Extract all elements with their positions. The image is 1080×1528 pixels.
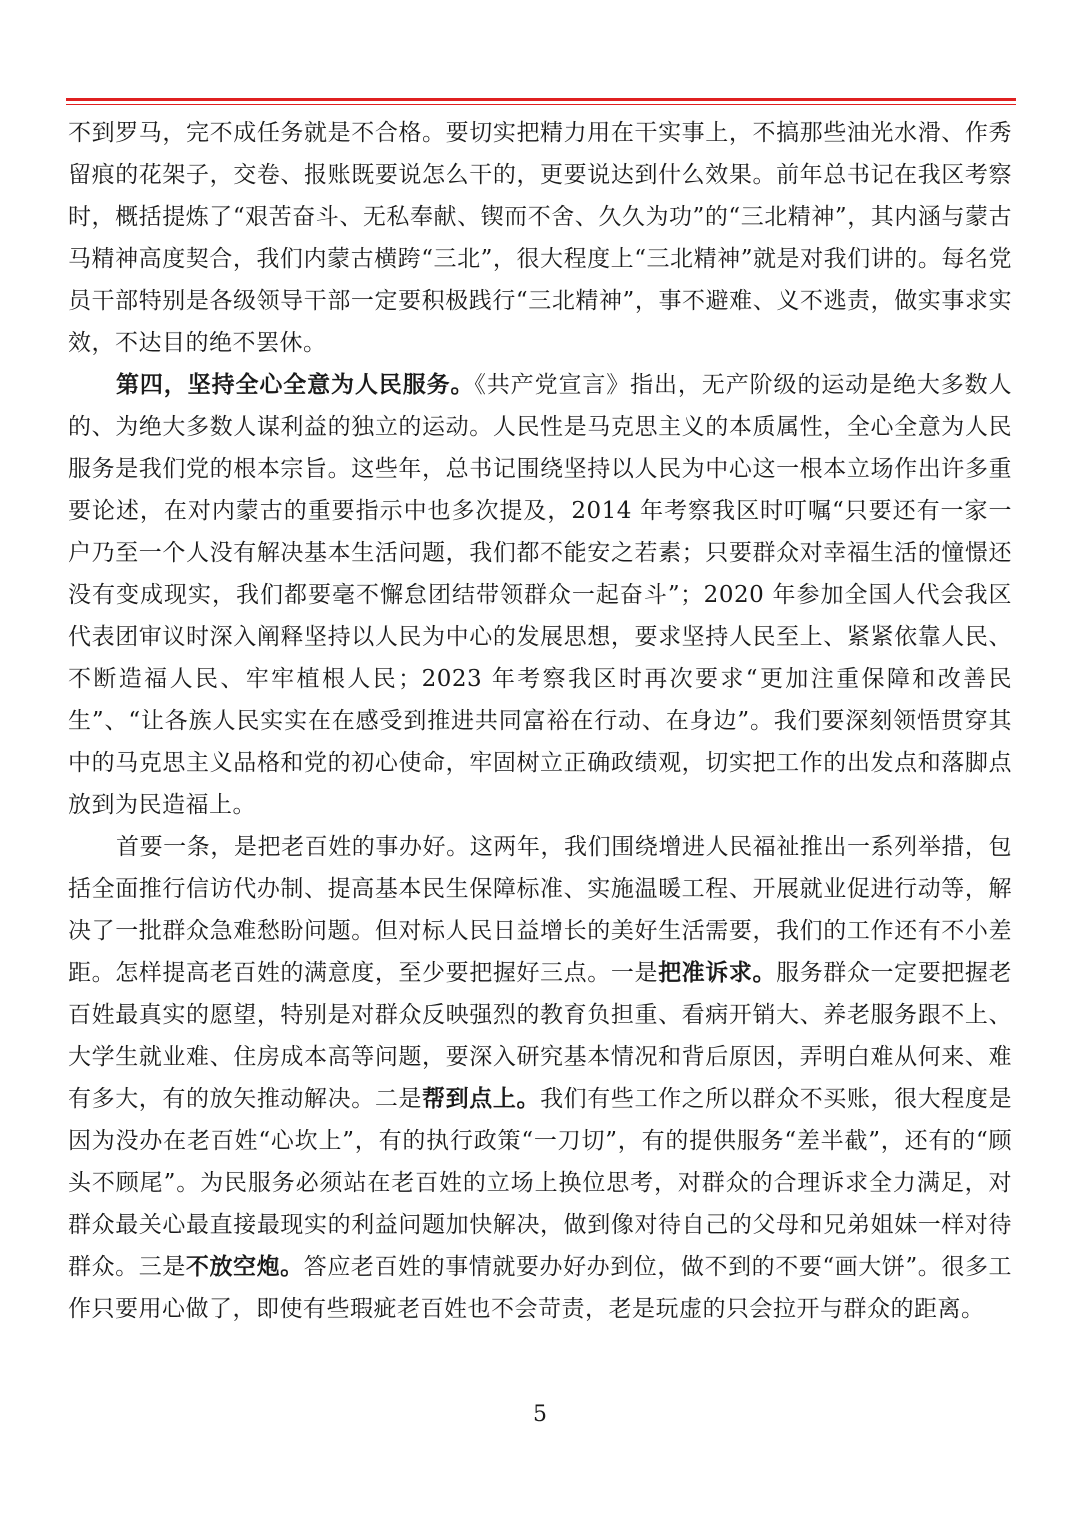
header-rule-thick (66, 98, 1016, 101)
emphasis-point-one: 把准诉求。 (658, 959, 777, 986)
paragraph-text: 《共产党宣言》指出，无产阶级的运动是绝大多数人的、为绝大多数人谋利益的独立的运动。人民性是马克思主义的本质属性，全心全意为人民服务是我们党的根本宗旨。这些年，总书记围绕坚持以人民为中心这一根本立场作出许多重要论述，在对内蒙古的重要指示中也多次提及，2014 年考察我区时叮嘱“只要还有一家一户乃至一个人没有解决基本生活问题，我们都不能安之若素；只要群众对幸福生活的憧憬还没有变成现实，我们都要毫不懈怠团结带领群众一起奋斗”；2020 年参加全国人代会我区代表团审议时深入阐释坚持以人民为中心的发展思想，要求坚持人民至上、紧紧依靠人民、不断造福人民、牢牢植根人民；2023 年考察我区时再次要求“更加注重保障和改善民生”、“让各族人民实实在在感受到推进共同富裕在行动、在身边”。我们要深刻领悟贯穿其中的马克思主义品格和党的初心使命，牢固树立正确政绩观，切实把工作的出发点和落脚点放到为民造福上。 (68, 372, 1013, 818)
paragraph-first-priority (68, 826, 1012, 1330)
paragraph-continuation: 不到罗马，完不成任务就是不合格。要切实把精力用在干实事上，不搞那些油光水滑、作秀留痕的花架子，交卷、报账既要说怎么干的，更要说达到什么效果。前年总书记在我区考察时，概括提炼了“艰苦奋斗、无私奉献、锲而不舍、久久为功”的“三北精神”，其内涵与蒙古马精神高度契合，我们内蒙古横跨“三北”，很大程度上“三北精神”就是对我们讲的。每名党员干部特别是各级领导干部一定要积极践行“三北精神”，事不避难、义不逃责，做实事求实效，不达目的绝不罢休。 (68, 120, 1012, 356)
page-number: 5 (533, 1402, 547, 1427)
document-body (68, 112, 1012, 1330)
paragraph-fourth-point (68, 364, 1012, 826)
header-rule-thin (66, 104, 1016, 105)
paragraph-text: 首要一条，是把老百姓的事办好。这两年，我们围绕增进人民福祉推出一系列举措，包括全面推行信访代办制、提高基本民生保障标准、实施温暖工程、开展就业促进行动等，解决了一批群众急难愁盼问题。但对标人民日益增长的美好生活需要，我们的工作还有不小差距。怎样提高老百姓的满意度，至少要把握好三点。一是 (68, 834, 1012, 986)
emphasis-point-two: 帮到点上。 (422, 1085, 541, 1112)
paragraph-text: 我们有些工作之所以群众不买账，很大程度是因为没办在老百姓“心坎上”，有的执行政策“一刀切”，有的提供服务“差半截”，还有的“顾头不顾尾”。为民服务必须站在老百姓的立场上换位思考，对群众的合理诉求全力满足，对群众最关心最直接最现实的利益问题加快解决，做到像对待自己的父母和兄弟姐妹一样对待群众。三是 (68, 1086, 1013, 1280)
paragraph-text: 答应老百姓的事情就要办好办到位，做不到的不要“画大饼”。很多工作只要用心做了，即使有些瑕疵老百姓也不会苛责，老是玩虚的只会拉开与群众的距离。 (68, 1254, 1012, 1322)
paragraph-text: 服务群众一定要把握老百姓最真实的愿望，特别是对群众反映强烈的教育负担重、看病开销大、养老服务跟不上、大学生就业难、住房成本高等问题，要深入研究基本情况和背后原因，弄明白难从何来、难有多大，有的放矢推动解决。二是 (68, 960, 1013, 1112)
section-heading: 第四，坚持全心全意为人民服务。 (116, 371, 475, 398)
emphasis-point-three: 不放空炮。 (185, 1253, 304, 1280)
